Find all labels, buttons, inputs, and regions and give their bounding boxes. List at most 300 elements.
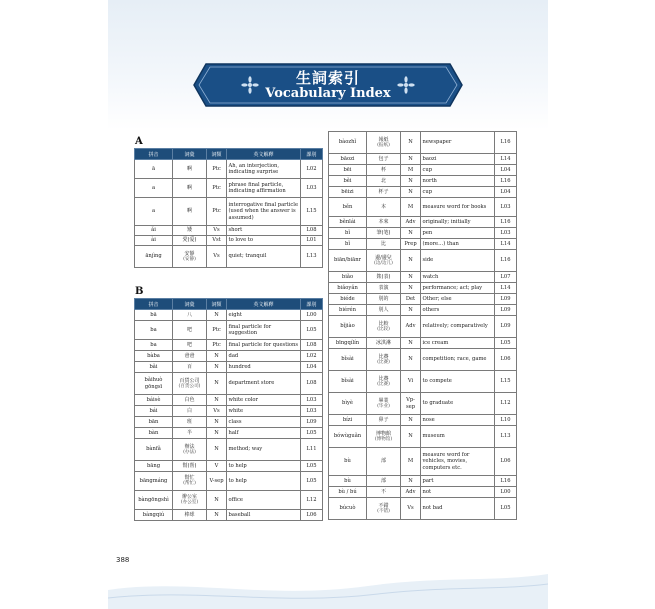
cell-pos-text: N xyxy=(214,311,219,318)
cell-english-text: not bad xyxy=(422,505,443,512)
col-header-word: 詞彙 xyxy=(173,149,207,160)
cell-word xyxy=(173,351,207,362)
cell-pos xyxy=(401,165,421,176)
cell-word xyxy=(367,393,401,415)
cell-pinyin xyxy=(329,283,367,294)
cell-pinyin xyxy=(135,373,173,395)
cell-pinyin xyxy=(135,340,173,351)
cell-word-text: 部 xyxy=(380,477,386,484)
cell-english xyxy=(227,310,301,321)
cell-english-text: dad xyxy=(228,352,239,359)
cell-lesson-text: L05 xyxy=(306,326,317,333)
cell-pinyin xyxy=(329,371,367,393)
cell-word-text: 部 xyxy=(380,458,386,465)
cell-english-text: (more…) than xyxy=(422,240,459,247)
table-row xyxy=(135,362,323,373)
cell-lesson-text: L16 xyxy=(500,218,511,225)
cell-word xyxy=(367,487,401,498)
table-row xyxy=(329,349,517,371)
cell-word-simplified: (比赛) xyxy=(377,359,390,365)
cell-pos xyxy=(401,154,421,165)
table-row xyxy=(135,461,323,472)
cell-pos xyxy=(401,415,421,426)
cell-word-text: 別人 xyxy=(378,306,389,313)
cell-word xyxy=(367,272,401,283)
cell-word-text: 包子 xyxy=(378,155,389,162)
cell-lesson xyxy=(301,236,323,246)
cell-word xyxy=(173,362,207,373)
cell-pos-text: N xyxy=(408,257,413,264)
table-row xyxy=(135,472,323,491)
cell-english xyxy=(421,283,495,294)
cell-lesson xyxy=(495,415,517,426)
cell-english xyxy=(227,160,301,179)
table-row xyxy=(135,395,323,406)
cell-word xyxy=(367,165,401,176)
cell-pinyin-text: bēizi xyxy=(341,188,354,195)
banner-title-chinese: 生詞索引 xyxy=(295,69,360,87)
cell-word xyxy=(367,198,401,217)
table-row xyxy=(329,165,517,176)
cell-pinyin xyxy=(135,226,173,236)
cell-word xyxy=(173,340,207,351)
cell-english-text: part xyxy=(422,477,434,484)
cell-lesson-text: L13 xyxy=(500,433,511,440)
cell-pinyin xyxy=(329,426,367,448)
cell-pos-text: N xyxy=(408,477,413,484)
cell-pinyin xyxy=(329,487,367,498)
cell-lesson xyxy=(495,198,517,217)
cell-lesson-text: L14 xyxy=(500,240,511,247)
col-header-pinyin: 拼音 xyxy=(135,149,173,160)
cell-pinyin xyxy=(329,132,367,154)
cell-english-text: measure word for vehicles, movies, computers etc. xyxy=(422,451,470,471)
cell-lesson xyxy=(301,321,323,340)
cell-pinyin-text: bīngqílín xyxy=(335,339,360,346)
cell-word-text: 半 xyxy=(186,429,192,436)
cell-pos xyxy=(207,439,227,461)
cell-pos-text: N xyxy=(408,139,413,146)
cell-pinyin xyxy=(329,272,367,283)
table-header-row xyxy=(135,149,323,160)
cell-pos-text: N xyxy=(408,229,413,236)
cell-word xyxy=(367,338,401,349)
cell-word-text: 幫忙 xyxy=(184,475,195,481)
cell-pos-text: N xyxy=(408,306,413,313)
cell-lesson-text: L10 xyxy=(500,416,511,423)
cell-word-simplified: (比较) xyxy=(377,326,390,332)
cell-word xyxy=(367,415,401,426)
cell-pos xyxy=(207,417,227,428)
cell-english-text: watch xyxy=(422,273,439,280)
cell-pos-text: N xyxy=(408,416,413,423)
cell-word-text: 矮 xyxy=(186,227,192,234)
cell-pinyin xyxy=(329,250,367,272)
cell-pinyin-text: bǐsài xyxy=(341,356,354,363)
cell-pinyin xyxy=(329,217,367,228)
cell-lesson-text: L12 xyxy=(306,496,317,503)
vocab-table-a xyxy=(134,148,323,268)
cell-word xyxy=(173,472,207,491)
cell-word-text: 不錯 xyxy=(378,502,389,509)
cell-pos-text: Det xyxy=(405,295,416,302)
cell-pinyin-text: ā xyxy=(151,165,156,172)
cell-pos-text: Vs xyxy=(213,407,220,414)
cell-word xyxy=(173,198,207,226)
cell-english xyxy=(227,179,301,198)
cell-pinyin xyxy=(135,406,173,417)
cell-lesson xyxy=(495,283,517,294)
cell-english xyxy=(227,461,301,472)
cell-english xyxy=(421,338,495,349)
cell-pinyin xyxy=(329,176,367,187)
cell-word-text: 白 xyxy=(186,407,192,414)
cell-word-simplified: (办公室) xyxy=(180,500,199,506)
cell-pos xyxy=(401,132,421,154)
cell-english-text: class xyxy=(228,418,242,425)
cell-pos-text: N xyxy=(408,356,413,363)
cell-lesson xyxy=(301,310,323,321)
cell-lesson-text: L02 xyxy=(306,352,317,359)
cell-pinyin-text: báisè xyxy=(146,396,161,403)
cell-english xyxy=(421,349,495,371)
cell-word xyxy=(367,448,401,476)
cell-lesson xyxy=(495,426,517,448)
cell-pos xyxy=(207,510,227,521)
cell-english-text: museum xyxy=(422,433,445,440)
cell-lesson xyxy=(495,393,517,415)
cell-pinyin xyxy=(135,362,173,373)
cell-pos xyxy=(401,217,421,228)
cell-pinyin xyxy=(135,198,173,226)
cell-pinyin-text: biǎo xyxy=(341,273,354,280)
cell-english-text: Other; else xyxy=(422,295,452,302)
col-header-word: 詞彙 xyxy=(173,299,207,310)
cell-word-text: 百貨公司 xyxy=(179,377,200,384)
cell-lesson xyxy=(495,187,517,198)
table-row xyxy=(329,250,517,272)
cell-lesson xyxy=(495,498,517,520)
cell-pos-text: Vi xyxy=(407,378,414,385)
cell-pinyin-text: bù xyxy=(344,458,351,465)
cell-word-text: 比較 xyxy=(378,320,389,327)
cell-lesson-text: L09 xyxy=(500,306,511,313)
cell-pinyin xyxy=(329,198,367,217)
cell-word-text: 愛(爱) xyxy=(182,237,197,244)
cell-word xyxy=(173,510,207,521)
cell-english-text: final particle for questions xyxy=(228,341,299,348)
cell-lesson-text: L11 xyxy=(306,446,317,453)
cell-lesson-text: L08 xyxy=(306,341,317,348)
cell-lesson-text: L12 xyxy=(500,400,511,407)
table-row xyxy=(329,371,517,393)
cell-word xyxy=(173,417,207,428)
cell-word-simplified: (博物馆) xyxy=(374,436,393,442)
cell-word-text: 畢業 xyxy=(378,397,389,404)
cell-pos xyxy=(401,316,421,338)
cell-lesson-text: L04 xyxy=(306,363,317,370)
cell-english-text: office xyxy=(228,496,243,503)
table-header-row xyxy=(135,299,323,310)
cell-pinyin-text: bízi xyxy=(342,416,353,423)
cell-pos xyxy=(207,406,227,417)
cell-english xyxy=(421,217,495,228)
cell-word xyxy=(367,498,401,520)
cell-lesson-text: L01 xyxy=(306,237,317,244)
cell-lesson xyxy=(301,510,323,521)
table-row xyxy=(329,487,517,498)
cell-lesson xyxy=(301,198,323,226)
cell-lesson-text: L05 xyxy=(500,339,511,346)
cell-word xyxy=(173,439,207,461)
banner-title-english: Vocabulary Index xyxy=(265,86,391,101)
cell-lesson xyxy=(495,371,517,393)
cell-pinyin-text: biǎoyǎn xyxy=(337,284,358,291)
cell-lesson-text: L05 xyxy=(500,505,511,512)
table-row xyxy=(329,498,517,520)
cell-english-text: relatively; comparatively xyxy=(422,323,488,330)
cell-pinyin xyxy=(135,395,173,406)
cell-english xyxy=(227,417,301,428)
cell-lesson xyxy=(301,362,323,373)
col-header-pinyin: 拼音 xyxy=(135,299,173,310)
cell-pos xyxy=(207,340,227,351)
cell-english xyxy=(227,406,301,417)
cell-english-text: to help xyxy=(228,462,247,469)
cell-pos xyxy=(207,373,227,395)
cell-lesson xyxy=(495,305,517,316)
cell-english-text: white xyxy=(228,407,244,414)
table-row xyxy=(329,448,517,476)
cell-pos xyxy=(401,338,421,349)
cell-lesson xyxy=(301,461,323,472)
cell-english-text: side xyxy=(422,257,434,264)
cell-english-text: hundred xyxy=(228,363,251,370)
cell-word xyxy=(367,426,401,448)
cell-lesson-text: L04 xyxy=(500,188,511,195)
cell-pinyin xyxy=(135,236,173,246)
cell-english xyxy=(421,448,495,476)
cell-english-text: newspaper xyxy=(422,139,452,146)
cell-word-text: 比賽 xyxy=(378,353,389,360)
table-row xyxy=(329,393,517,415)
col-header-english: 英文解釋 xyxy=(227,149,301,160)
cell-word xyxy=(367,250,401,272)
cell-english-text: eight xyxy=(228,311,242,318)
cell-word-text: 吧 xyxy=(186,341,192,348)
cell-pinyin xyxy=(329,187,367,198)
cell-pinyin-text: bǐ xyxy=(345,229,350,236)
cell-english-text: phrase final particle, indicating affirmation xyxy=(228,181,286,194)
cell-english xyxy=(227,321,301,340)
cell-word xyxy=(367,316,401,338)
cell-pos xyxy=(401,426,421,448)
table-row xyxy=(135,179,323,198)
cell-lesson-text: L16 xyxy=(500,257,511,264)
cell-pinyin xyxy=(135,246,173,268)
cell-english-text: cup xyxy=(422,188,433,195)
cell-pos xyxy=(207,362,227,373)
cell-word xyxy=(367,154,401,165)
table-row xyxy=(135,226,323,236)
cell-pos-text: N xyxy=(408,284,413,291)
cell-pinyin-text: běi xyxy=(343,177,352,184)
cell-lesson-text: L00 xyxy=(306,311,317,318)
cell-lesson-text: L09 xyxy=(306,418,317,425)
cell-pos-text: Vs xyxy=(407,505,414,512)
cell-word-text: 表演 xyxy=(378,284,389,291)
cell-word xyxy=(367,283,401,294)
cell-english xyxy=(421,272,495,283)
cell-lesson-text: L03 xyxy=(500,203,511,210)
cell-pos-text: N xyxy=(408,339,413,346)
page-number: 388 xyxy=(116,556,130,564)
cell-pos xyxy=(401,176,421,187)
cell-pinyin xyxy=(135,351,173,362)
cell-english xyxy=(227,439,301,461)
table-row xyxy=(329,239,517,250)
cell-english xyxy=(421,154,495,165)
cell-word xyxy=(173,321,207,340)
cell-lesson-text: L09 xyxy=(500,295,511,302)
cell-pinyin-text: ba xyxy=(150,326,157,333)
cell-lesson xyxy=(301,439,323,461)
table-row xyxy=(135,340,323,351)
cell-pinyin xyxy=(329,349,367,371)
cell-english-text: white color xyxy=(228,396,259,403)
cell-english xyxy=(421,393,495,415)
col-header-english: 英文解釋 xyxy=(227,299,301,310)
table-row xyxy=(135,406,323,417)
table-row xyxy=(135,160,323,179)
cell-english xyxy=(227,362,301,373)
cell-english-text: quiet; tranquil xyxy=(228,253,267,260)
cell-english xyxy=(421,294,495,305)
cell-lesson xyxy=(301,491,323,510)
cell-english-text: cup xyxy=(422,166,433,173)
cell-english xyxy=(227,373,301,395)
cell-pos xyxy=(207,246,227,268)
cell-word-text: 錶(表) xyxy=(376,273,391,280)
cell-pinyin-text: bēi xyxy=(343,166,352,173)
cell-word-text: 本 xyxy=(380,203,386,210)
cell-word xyxy=(173,226,207,236)
cell-word-text: 比賽 xyxy=(378,375,389,382)
cell-english-text: department store xyxy=(228,380,275,387)
cell-english xyxy=(421,371,495,393)
cell-pinyin xyxy=(329,393,367,415)
cell-word xyxy=(367,371,401,393)
cell-word xyxy=(173,428,207,439)
cell-pos-text: Ptc xyxy=(212,208,221,215)
cell-pos xyxy=(401,371,421,393)
cell-pinyin xyxy=(329,316,367,338)
cell-english-text: competition; race, game xyxy=(422,356,487,363)
cell-lesson xyxy=(495,294,517,305)
cell-pos-text: Ptc xyxy=(212,165,221,172)
cell-word-text: 安靜 xyxy=(184,250,195,257)
cell-pinyin-text: bāngmáng xyxy=(139,477,168,484)
cell-pos-text: N xyxy=(408,177,413,184)
cell-pinyin-text: bāng xyxy=(146,462,161,469)
cell-pos xyxy=(401,187,421,198)
cell-pinyin-text: bā xyxy=(150,311,157,318)
table-row xyxy=(329,272,517,283)
cell-pinyin xyxy=(135,160,173,179)
cell-english xyxy=(421,476,495,487)
table-row xyxy=(135,510,323,521)
cell-english xyxy=(421,228,495,239)
cell-english-text: not xyxy=(422,488,432,495)
table-row xyxy=(329,187,517,198)
cell-word-text: 比 xyxy=(380,240,386,247)
cell-english-text: to help xyxy=(228,477,247,484)
cell-english-text: north xyxy=(422,177,437,184)
cell-pinyin-text: bāozi xyxy=(340,155,355,162)
cell-lesson-text: L03 xyxy=(306,184,317,191)
cell-lesson-text: L08 xyxy=(306,380,317,387)
cell-pinyin-text: bówùguǎn xyxy=(333,433,362,440)
cell-pinyin xyxy=(135,179,173,198)
cell-pinyin-text: biéde xyxy=(340,295,355,302)
cell-english-text: to love to xyxy=(228,237,253,244)
cell-pos-text: N xyxy=(214,511,219,518)
cell-lesson xyxy=(301,340,323,351)
cell-word xyxy=(367,294,401,305)
cell-lesson xyxy=(495,217,517,228)
cell-pos-text: N xyxy=(408,155,413,162)
cell-pinyin-text: biān/biānr xyxy=(333,257,362,264)
cell-pinyin-text: bàba xyxy=(147,352,160,359)
cell-english xyxy=(421,239,495,250)
cell-pinyin-text: bàn xyxy=(148,429,159,436)
cell-lesson-text: L03 xyxy=(500,229,511,236)
cell-english xyxy=(227,395,301,406)
cell-pos-text: Vp-sep xyxy=(405,397,416,410)
cell-lesson-text: L05 xyxy=(306,462,317,469)
cell-pinyin-text: bànfǎ xyxy=(146,446,161,453)
cell-word-text: 邊/邊兒 xyxy=(375,254,392,261)
cell-pos xyxy=(401,272,421,283)
cell-lesson xyxy=(495,476,517,487)
cell-english-text: baseball xyxy=(228,511,251,518)
vocab-table-b-continued xyxy=(328,131,517,520)
cell-pinyin xyxy=(135,491,173,510)
table-row xyxy=(135,428,323,439)
cell-lesson-text: L16 xyxy=(500,139,511,146)
cell-pinyin xyxy=(135,461,173,472)
cell-pos xyxy=(401,393,421,415)
cell-pos-text: N xyxy=(214,380,219,387)
table-row xyxy=(329,426,517,448)
cell-lesson-text: L05 xyxy=(306,429,317,436)
cell-word xyxy=(173,160,207,179)
cell-word-text: 北 xyxy=(380,177,386,184)
cell-lesson xyxy=(301,160,323,179)
cell-pinyin xyxy=(329,415,367,426)
cell-word xyxy=(173,491,207,510)
cell-lesson xyxy=(301,417,323,428)
cell-pos-text: M xyxy=(407,166,414,173)
cell-pinyin-text: běn xyxy=(342,203,353,210)
cell-pos-text: Ptc xyxy=(212,326,221,333)
table-row xyxy=(135,198,323,226)
cell-lesson xyxy=(495,165,517,176)
cell-word xyxy=(367,217,401,228)
cell-lesson-text: L14 xyxy=(500,155,511,162)
cell-word xyxy=(367,349,401,371)
cell-english-text: short xyxy=(228,227,243,234)
